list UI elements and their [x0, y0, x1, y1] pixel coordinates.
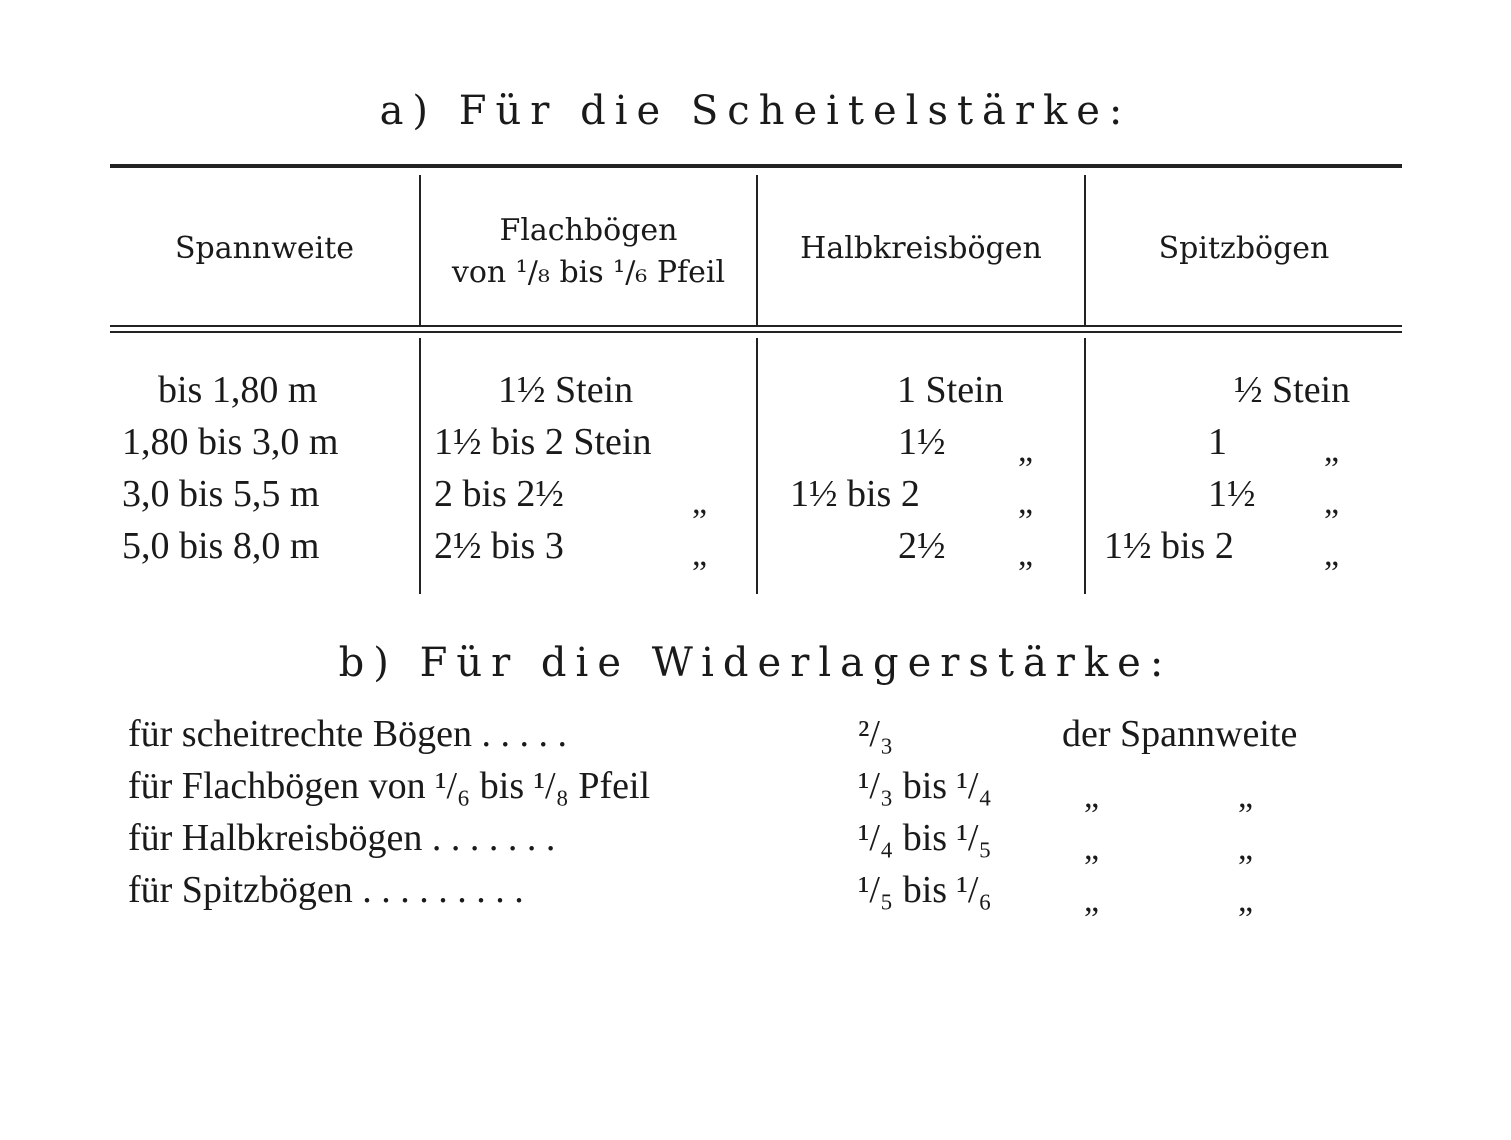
column-divider [1084, 338, 1086, 594]
ditto-mark: „ [1324, 432, 1340, 469]
table-cell-spitz: 1½ [1208, 473, 1256, 515]
ditto-mark: „ [1018, 484, 1034, 521]
widerlager-label: für Spitzbögen . . . . . . . . . [128, 869, 524, 911]
section-b-title: b) Für die Widerlagerstärke: [338, 640, 1173, 686]
widerlager-ratio: ²/₃ [858, 713, 894, 755]
header-flachboegen-line2: von ¹/₈ bis ¹/₆ Pfeil [451, 255, 726, 290]
ditto-mark: „ [1018, 536, 1034, 573]
table-cell-flach: 1½ Stein [498, 369, 634, 411]
ditto-mark: „ [1084, 830, 1100, 867]
table-cell-flach: 1½ bis 2 Stein [434, 421, 652, 463]
header-double-rule-bottom [110, 331, 1402, 333]
widerlager-ratio: ¹/₃ bis ¹/₄ [858, 765, 992, 807]
ditto-mark: „ [1018, 432, 1034, 469]
widerlager-ratio: ¹/₄ bis ¹/₅ [858, 817, 992, 859]
section-a-title: a) Für die Scheitelstärke: [379, 88, 1132, 134]
widerlager-ratio: ¹/₅ bis ¹/₆ [858, 869, 992, 911]
column-divider [756, 338, 758, 594]
ditto-mark: „ [692, 536, 708, 573]
widerlager-unit: der Spannweite [1062, 713, 1298, 755]
header-spannweite: Spannweite [174, 231, 355, 266]
header-spitzboegen: Spitzbögen [1158, 231, 1330, 266]
header-flachboegen-line1: Flachbögen [499, 213, 678, 248]
table-cell-span: 5,0 bis 8,0 m [122, 525, 320, 567]
ditto-mark: „ [1324, 484, 1340, 521]
table-cell-span: 1,80 bis 3,0 m [122, 421, 339, 463]
table-cell-flach: 2 bis 2½ [434, 473, 564, 515]
table-cell-spitz: ½ Stein [1234, 369, 1351, 411]
table-cell-halb: 2½ [898, 525, 946, 567]
header-double-rule-top [110, 325, 1402, 327]
ditto-mark: „ [1084, 778, 1100, 815]
column-divider [419, 338, 421, 594]
header-halbkreisboegen: Halbkreisbögen [800, 231, 1042, 266]
table-cell-spitz: 1 [1208, 421, 1227, 463]
ditto-mark: „ [1238, 882, 1254, 919]
header-flachboegen [421, 210, 756, 294]
ditto-mark: „ [1238, 778, 1254, 815]
table-top-rule [110, 164, 1402, 168]
table-cell-span: 3,0 bis 5,5 m [122, 473, 320, 515]
table-cell-halb: 1½ [898, 421, 946, 463]
table-cell-halb: 1½ bis 2 [790, 473, 920, 515]
table-cell-halb: 1 Stein [897, 369, 1004, 411]
widerlager-label: für scheitrechte Bögen . . . . . [128, 713, 567, 755]
ditto-mark: „ [1238, 830, 1254, 867]
ditto-mark: „ [1324, 536, 1340, 573]
table-cell-spitz: 1½ bis 2 [1104, 525, 1234, 567]
ditto-mark: „ [1084, 882, 1100, 919]
widerlager-label: für Flachbögen von ¹/₆ bis ¹/₈ Pfeil [128, 765, 651, 807]
widerlager-label: für Halbkreisbögen . . . . . . . [128, 817, 556, 859]
table-cell-span: bis 1,80 m [158, 369, 318, 411]
table-cell-flach: 2½ bis 3 [434, 525, 564, 567]
ditto-mark: „ [692, 484, 708, 521]
